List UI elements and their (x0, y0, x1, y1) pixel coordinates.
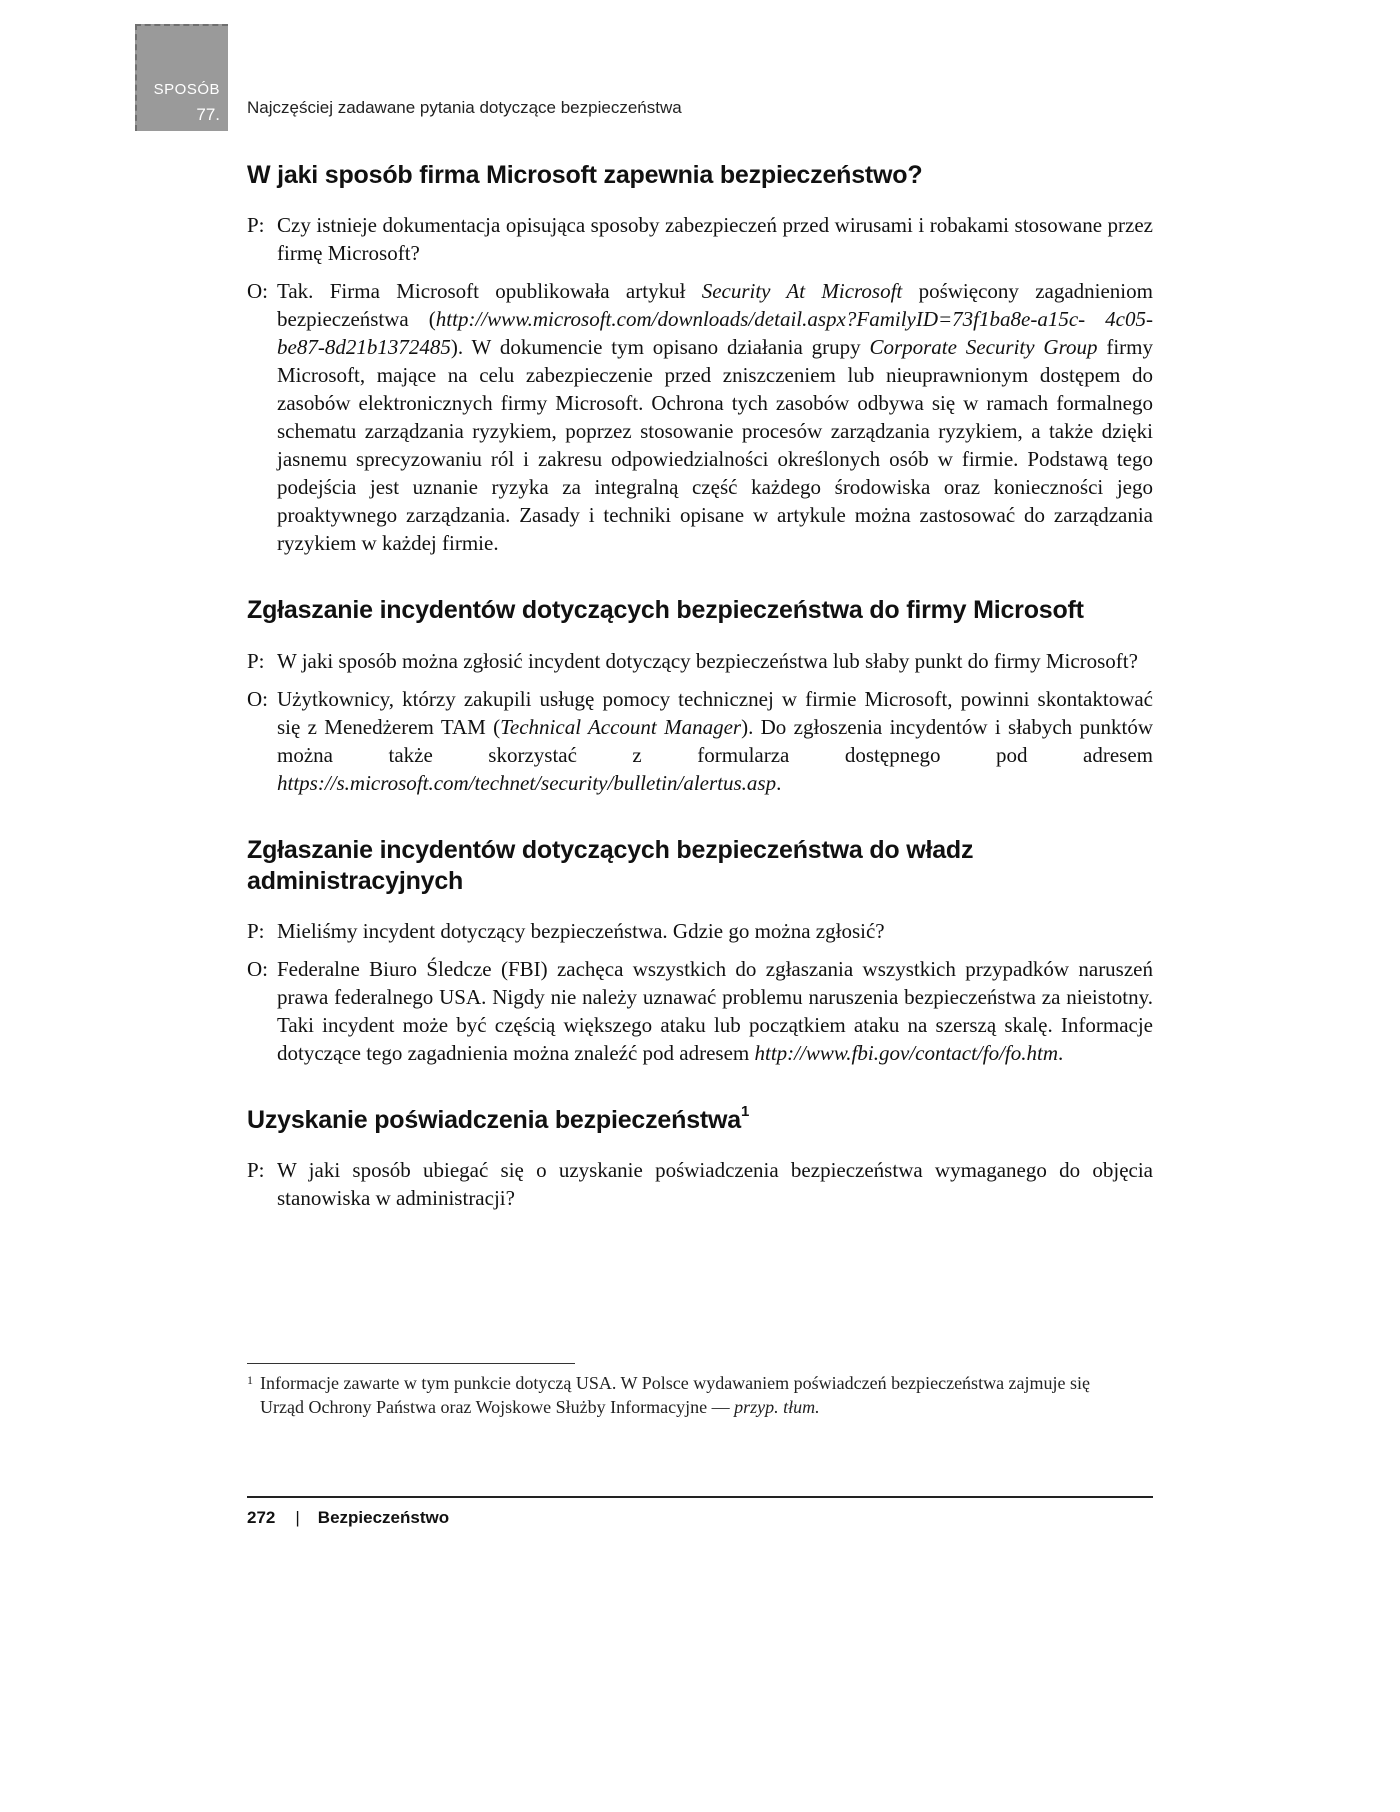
section-heading: Zgłaszanie incydentów dotyczących bezpieczeństwa do firmy Microsoft (247, 596, 1084, 625)
main-content (247, 160, 1153, 1222)
section-heading: W jaki sposób firma Microsoft zapewnia bezpieczeństwo? (247, 161, 923, 189)
section-gap (247, 567, 1153, 595)
question-text: Mieliśmy incydent dotyczący bezpieczeństwa. Gdzie go można zgłosić? (277, 919, 885, 943)
url-link[interactable]: http://www.fbi.gov/contact/fo/fo.htm (754, 1041, 1059, 1065)
footnote-reference: 1 (740, 1102, 750, 1120)
url-link[interactable]: https://s.microsoft.com/technet/security/bulletin/alertus.asp (277, 770, 777, 795)
footnote-text (260, 1371, 1137, 1419)
url-link[interactable]: http://www.microsoft.com/downloads/detail.aspx?FamilyID=73f1ba8e-a15c- 4c05-be87-8d21b1372485 (277, 307, 1153, 360)
translator-note: przyp. tłum. (734, 1397, 820, 1417)
answer-marker: O: (247, 957, 268, 981)
answer-segment: ). Do zgłoszenia incydentów i słabych punktów można także skorzystać z formularza dostępnego pod adresem (277, 714, 1153, 767)
question-marker: P: (247, 919, 265, 943)
answer-block (247, 277, 1153, 557)
answer-segment: firmy Microsoft, mające na celu zabezpieczenie przed zniszczeniem lub nieuprawnionym dostępem do zasobów elektronicznych firmy Microsoft. Ochrona tych zasobów odbywa się w ramach formalnego schematu zarządzania ryzykiem, poprzez stosowanie procesów zarządzania ryzykiem, a także dzięki jasnemu sprecyzowaniu ról i zakresu odpowiedzialności określonych osób w firmie. Podstawą tego podejścia jest uznanie ryzyka za integralną część każdego środowiska oraz konieczności jego proaktywnego zarządzania. Zasady i techniki opisane w artykule można zastosować do zarządzania ryzykiem w każdej firmie. (277, 335, 1153, 556)
question-block (247, 917, 1153, 945)
answer-segment: . (1058, 1041, 1064, 1065)
question-text: W jaki sposób można zgłosić incydent dotyczący bezpieczeństwa lub słaby punkt do firmy Microsoft? (277, 648, 1138, 673)
answer-marker: O: (247, 279, 268, 304)
answer-text (277, 277, 1153, 557)
running-header: Najczęściej zadawane pytania dotyczące bezpieczeństwa (247, 98, 682, 117)
chapter-title: Bezpieczeństwo (317, 1508, 450, 1527)
question-text: Czy istnieje dokumentacja opisująca sposoby zabezpieczeń przed wirusami i robakami stosowane przez firmę Microsoft? (277, 213, 1153, 266)
answer-segment: Federalne Biuro Śledcze (FBI) zachęca wszystkich do zgłaszania wszystkich przypadków naruszeń prawa federalnego USA. Nigdy nie należy uznawać problemu naruszenia bezpieczeństwa za nieistotny. Taki incydent może być częścią większego ataku lub początkiem ataku na szerszą skalę. Informacje dotyczące tego zagadnienia można znaleźć pod adresem (277, 957, 1153, 1065)
heading-text: Uzyskanie poświadczenia bezpieczeństwa (247, 1106, 741, 1134)
question-marker: P: (247, 213, 265, 238)
question-marker: P: (247, 1158, 265, 1183)
answer-text (277, 955, 1153, 1067)
question-text: W jaki sposób ubiegać się o uzyskanie poświadczenia bezpieczeństwa wymaganego do objęcia stanowiska w administracji? (277, 1158, 1153, 1211)
article-title: Security At Microsoft (701, 279, 903, 304)
question-block (247, 1156, 1153, 1212)
answer-segment: ). W dokumencie tym opisano działania grupy (450, 335, 870, 360)
footer-rule (247, 1496, 1153, 1498)
answer-segment: Użytkownicy, którzy zakupili usługę pomocy technicznej w firmie Microsoft, powinni skontaktować się z Menedżerem TAM ( (277, 686, 1153, 739)
section-heading: Zgłaszanie incydentów dotyczących bezpieczeństwa do władz administracyjnych (247, 835, 974, 895)
section-gap (247, 807, 1153, 835)
section-heading (247, 1102, 1153, 1136)
tab-label: SPOSÓB (153, 81, 220, 98)
footnote (247, 1371, 1137, 1419)
tab-number: 77. (196, 105, 220, 124)
section-gap (247, 1077, 1153, 1105)
answer-segment: poświęcony zagadnieniom bezpieczeństwa ( (277, 279, 1153, 332)
answer-block (247, 685, 1153, 797)
chapter-tab (135, 24, 228, 131)
page-number: 272 (247, 1508, 276, 1527)
answer-marker: O: (247, 686, 268, 711)
question-marker: P: (247, 648, 265, 673)
answer-block (247, 955, 1153, 1067)
term-italic: Technical Account Manager (500, 714, 742, 739)
answer-segment: . (776, 770, 782, 795)
footnote-marker: 1 (247, 1373, 253, 1387)
question-block (247, 211, 1153, 267)
footer-separator: | (295, 1508, 300, 1527)
footnote-rule (247, 1363, 575, 1364)
answer-segment: Tak. Firma Microsoft opublikowała artykuł (277, 279, 702, 304)
footnote-body: Informacje zawarte w tym punkcie dotyczą USA. W Polsce wydawaniem poświadczeń bezpieczeństwa zajmuje się Urząd Ochrony Państwa oraz Wojskowe Służby Informacyjne — (260, 1373, 1091, 1417)
answer-text (277, 685, 1153, 797)
question-block (247, 647, 1153, 675)
page-footer (247, 1508, 449, 1528)
group-name: Corporate Security Group (869, 335, 1098, 360)
